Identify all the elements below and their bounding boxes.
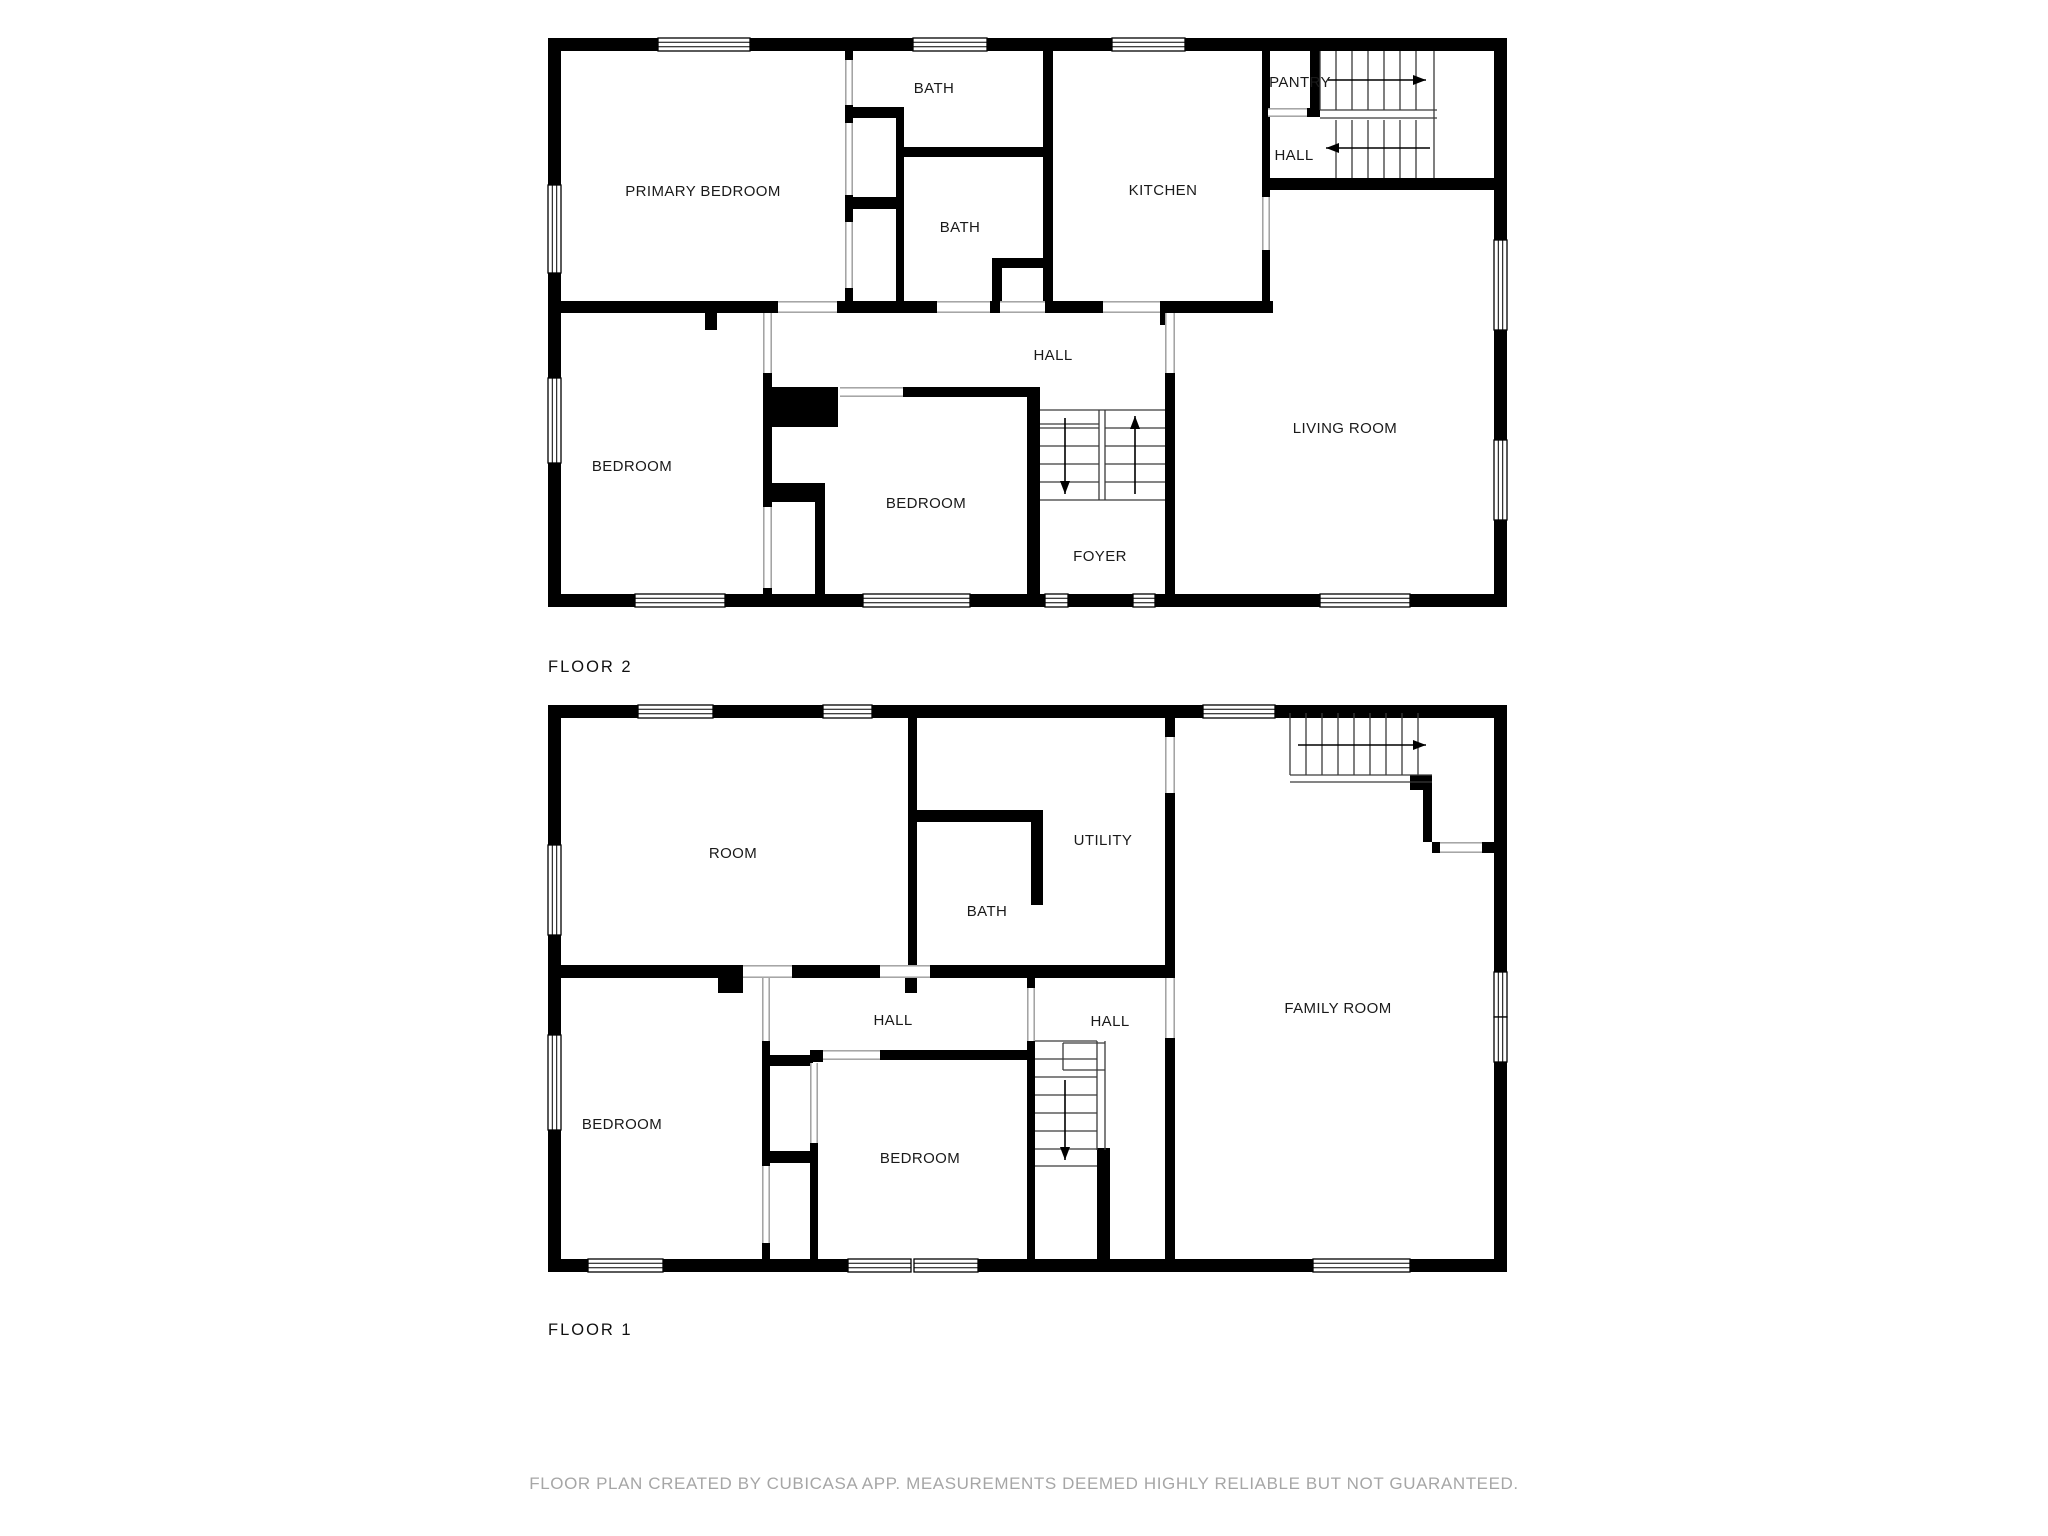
- room-label-bedroom: BEDROOM: [879, 1150, 961, 1167]
- room-label-living-room: LIVING ROOM: [1292, 420, 1398, 437]
- room-label-pantry: PANTRY: [1269, 74, 1331, 91]
- footer-disclaimer: FLOOR PLAN CREATED BY CUBICASA APP. MEASUREMENTS DEEMED HIGHLY RELIABLE BUT NOT GUARANTEED.: [529, 1474, 1519, 1493]
- floor-title: FLOOR 2: [548, 658, 633, 676]
- stair-arrow-up-icon: [1328, 75, 1426, 85]
- room-label-family-room: FAMILY ROOM: [1284, 1000, 1392, 1017]
- room-label-utility: UTILITY: [1073, 832, 1133, 849]
- stair-arrow-down-icon: [1060, 418, 1070, 494]
- stair-arrow-down-icon: [1326, 143, 1430, 153]
- room-label-hall: HALL: [873, 1012, 913, 1029]
- room-label-bedroom: BEDROOM: [885, 495, 967, 512]
- room-label-foyer: FOYER: [1073, 548, 1127, 565]
- room-label-kitchen: KITCHEN: [1128, 182, 1198, 199]
- room-label-room: ROOM: [708, 845, 758, 862]
- stairs: [1035, 51, 1437, 1166]
- door-openings: [743, 60, 1482, 1243]
- room-label-bedroom: BEDROOM: [591, 458, 673, 475]
- room-label-bath: BATH: [939, 219, 981, 236]
- room-label-hall: HALL: [1274, 147, 1314, 164]
- stair-arrow-up-icon: [1298, 740, 1426, 750]
- room-label-bath: BATH: [913, 80, 955, 97]
- room-label-bedroom: BEDROOM: [581, 1116, 663, 1133]
- room-label-bath: BATH: [966, 903, 1008, 920]
- stair-arrow-down-icon: [1060, 1080, 1070, 1160]
- walls: [548, 38, 1507, 1272]
- floor-title: FLOOR 1: [548, 1321, 633, 1339]
- room-label-primary-bedroom: PRIMARY BEDROOM: [625, 183, 781, 200]
- room-label-hall: HALL: [1090, 1013, 1130, 1030]
- room-label-hall: HALL: [1033, 347, 1073, 364]
